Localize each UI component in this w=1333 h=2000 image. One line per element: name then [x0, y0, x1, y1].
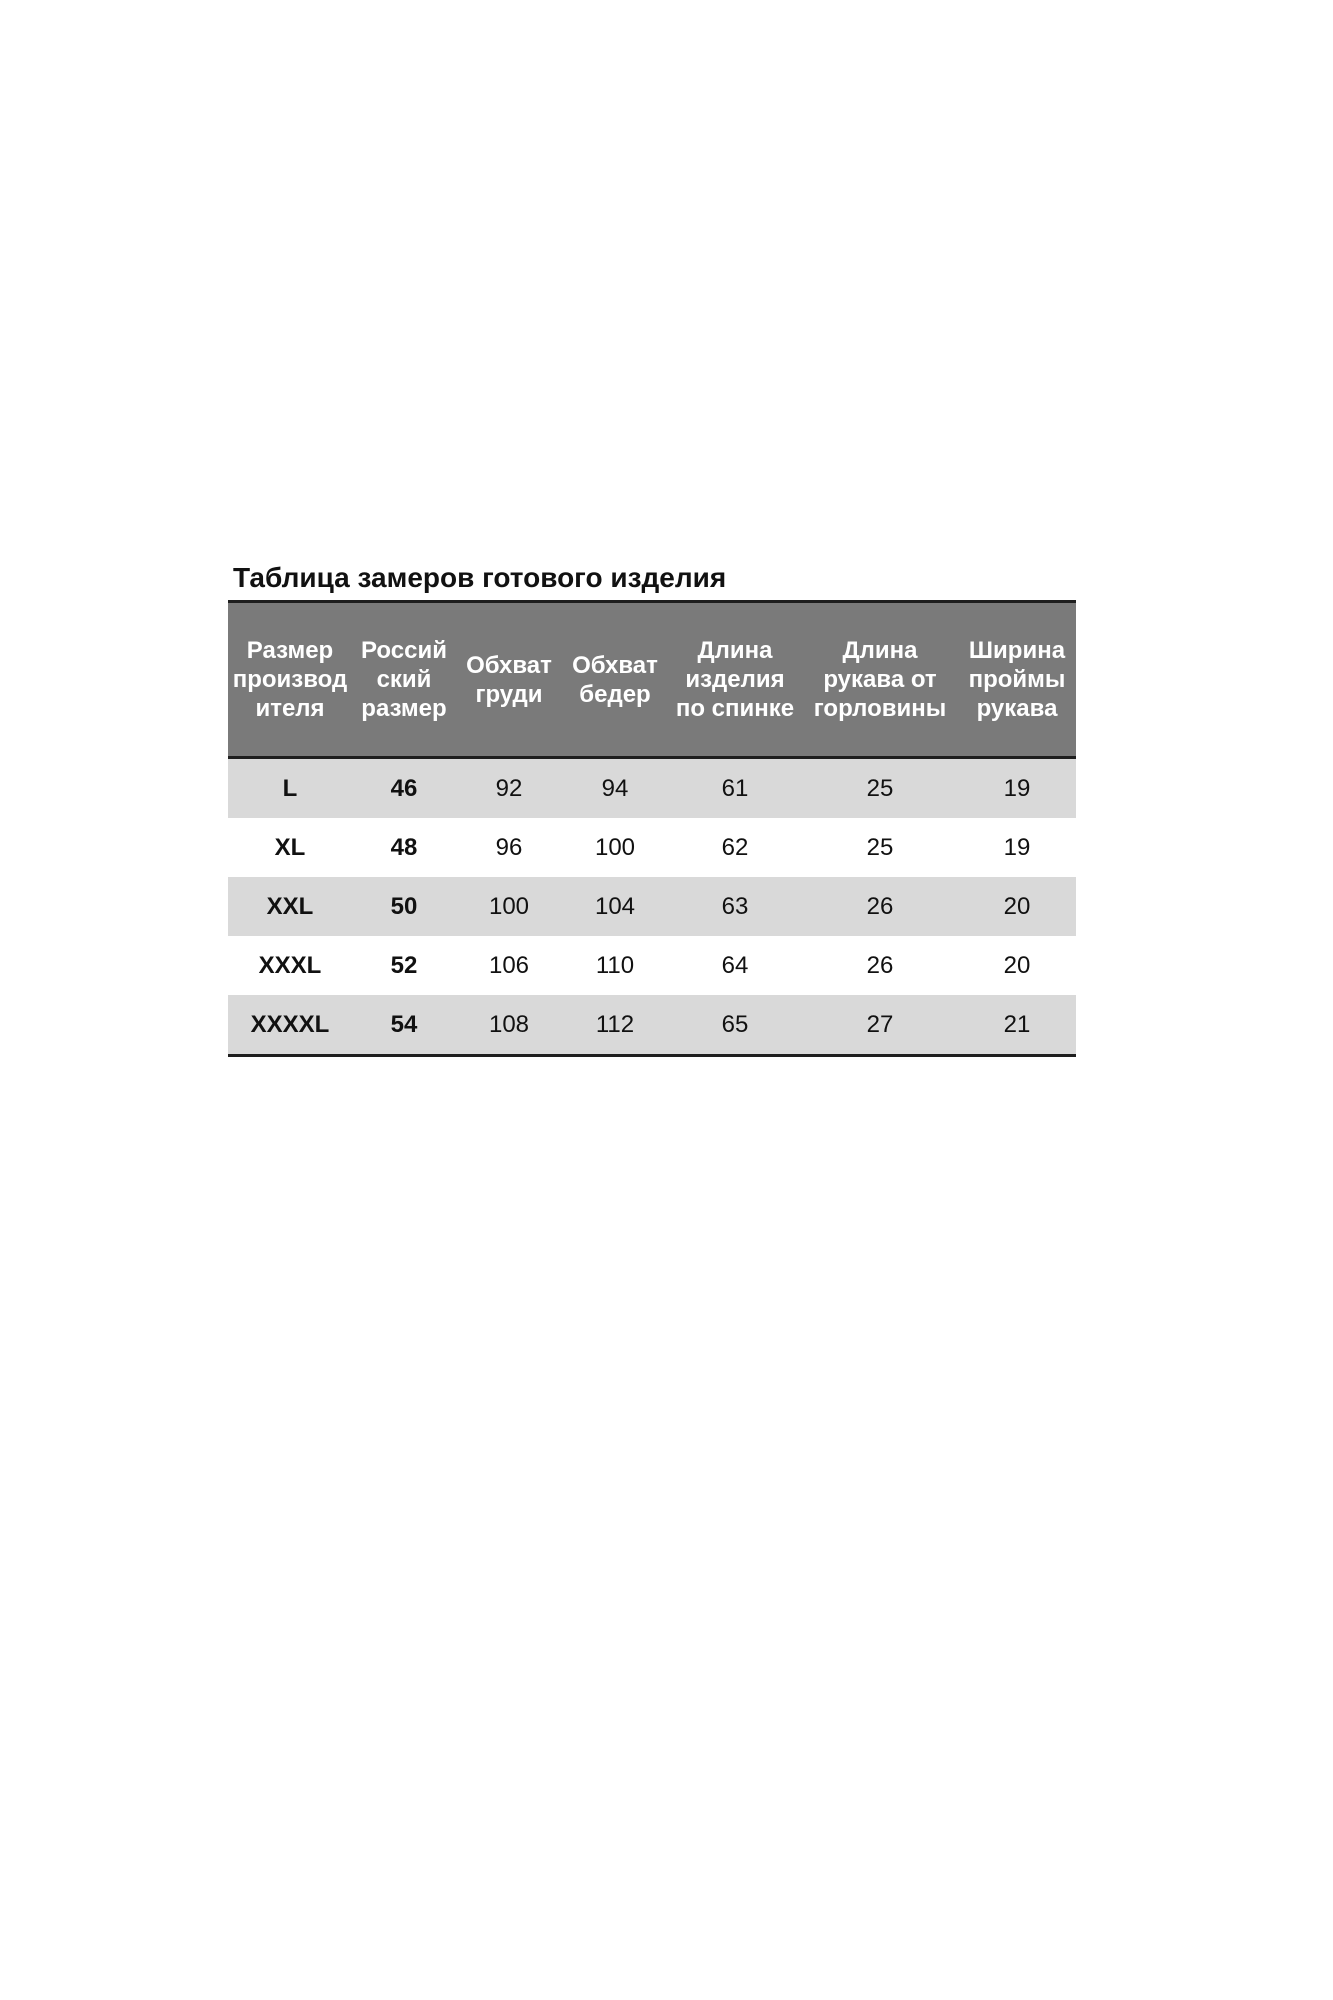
- table-row: [228, 818, 1076, 877]
- cell-hip-girth: 112: [562, 995, 668, 1056]
- table-row: [228, 995, 1076, 1056]
- cell-chest-girth: 100: [488, 892, 530, 920]
- cell-armhole-width: 19: [1003, 833, 1031, 861]
- cell-back-length: 61: [668, 758, 802, 819]
- cell-russian-size: 46: [352, 758, 456, 819]
- cell-armhole-width: 19: [958, 758, 1076, 819]
- cell-sleeve-length: 26: [866, 951, 894, 979]
- header-russian-size: Россий ский размер: [352, 602, 456, 758]
- cell-manufacturer-size: XL: [274, 833, 306, 861]
- cell-chest-girth: 96: [495, 833, 523, 861]
- cell-russian-size: 48: [390, 833, 418, 861]
- header-back-length: Длина изделия по спинке: [668, 602, 802, 758]
- cell-manufacturer-size: XXL: [266, 892, 314, 920]
- cell-armhole-width: 21: [958, 995, 1076, 1056]
- measurements-table: [228, 600, 1076, 1057]
- cell-back-length: 65: [668, 995, 802, 1056]
- header-sleeve-length: Длина рукава от горловины: [802, 602, 958, 758]
- cell-sleeve-length: 26: [866, 892, 894, 920]
- cell-chest-girth: 106: [488, 951, 530, 979]
- cell-sleeve-length: 25: [866, 833, 894, 861]
- table-row: [228, 936, 1076, 995]
- cell-manufacturer-size: XXXXL: [228, 995, 352, 1056]
- cell-armhole-width: 20: [1003, 951, 1031, 979]
- cell-sleeve-length: 25: [802, 758, 958, 819]
- chart-title: Таблица замеров готового изделия: [233, 562, 727, 593]
- cell-back-length: 62: [721, 833, 749, 861]
- cell-chest-girth: 92: [456, 758, 562, 819]
- header-hip-girth: Обхват бедер: [562, 602, 668, 758]
- cell-russian-size: 54: [352, 995, 456, 1056]
- cell-hip-girth: 104: [594, 892, 636, 920]
- size-chart: [228, 560, 1076, 1057]
- cell-armhole-width: 20: [1003, 892, 1031, 920]
- header-manufacturer-size: Размер производ ителя: [228, 602, 352, 758]
- table-row: [228, 877, 1076, 936]
- cell-sleeve-length: 27: [802, 995, 958, 1056]
- header-armhole-width: Ширина проймы рукава: [958, 602, 1076, 758]
- cell-russian-size: 52: [390, 951, 418, 979]
- cell-manufacturer-size: XXXL: [258, 951, 322, 979]
- cell-chest-girth: 108: [456, 995, 562, 1056]
- table-row: [228, 758, 1076, 819]
- cell-back-length: 64: [721, 951, 749, 979]
- cell-hip-girth: 94: [562, 758, 668, 819]
- cell-back-length: 63: [721, 892, 749, 920]
- cell-manufacturer-size: L: [228, 758, 352, 819]
- cell-hip-girth: 100: [594, 833, 636, 861]
- cell-hip-girth: 110: [595, 951, 635, 979]
- header-chest-girth: Обхват груди: [456, 602, 562, 758]
- cell-russian-size: 50: [390, 892, 418, 920]
- table-header-row: [228, 602, 1076, 758]
